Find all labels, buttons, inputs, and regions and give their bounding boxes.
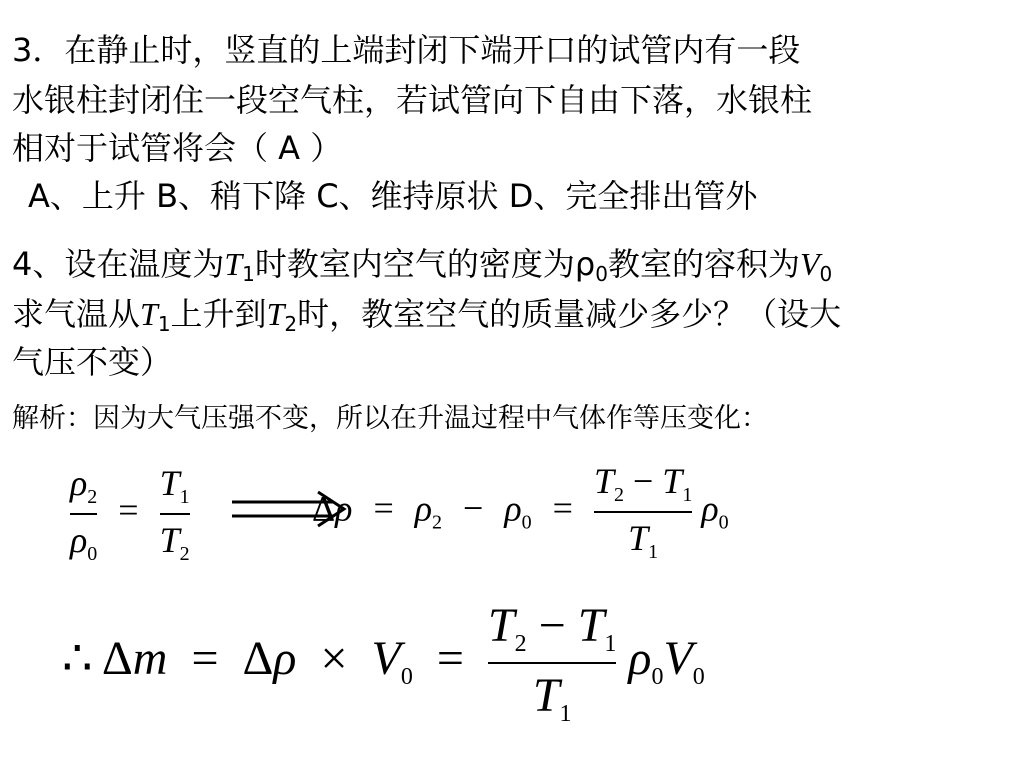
frac-delta-t: $\frac{T_2 - T_1}{T_1}$ bbox=[593, 461, 693, 563]
q4-sub-v0: 0 bbox=[819, 262, 833, 286]
q3-line-3: 相对于试管将会（ A ） bbox=[12, 129, 343, 167]
analysis-text: 解析：因为大气压强不变，所以在升温过程中气体作等压变化： bbox=[12, 403, 768, 434]
q4-sub-1: 1 bbox=[242, 262, 255, 286]
equation-delta-rho: $\Delta\rho = \rho_2 - \rho_0$ = $\frac{T_2 - T_1}{T_1}$ $\rho_0$ bbox=[312, 461, 729, 563]
q4-line-3: 气压不变） bbox=[12, 343, 173, 381]
q4-l2-c: 时，教室空气的质量减少多少？（设大 bbox=[297, 295, 842, 333]
q4-l1-b: 时教室内空气的密度为ρ bbox=[254, 245, 596, 283]
q3-line-1: 3．在静止时，竖直的上端封闭下端开口的试管内有一段 bbox=[12, 31, 801, 69]
q4-line-1 bbox=[12, 244, 832, 294]
q3-options: A、上升 B、稍下降 C、维持原状 D、完全排出管外 bbox=[28, 177, 758, 215]
q4-var-t1b: T bbox=[140, 296, 158, 332]
q4-sub-rho0: 0 bbox=[595, 262, 608, 286]
q4-l2-b: 上升到 bbox=[170, 295, 267, 333]
frac-rho: $\frac{\rho_2}{\rho_0}$ bbox=[70, 463, 98, 565]
q4-var-t2: T bbox=[266, 296, 285, 332]
equation-ratio: $\frac{\rho_2}{\rho_0}$ = $\frac{T_1}{T_2}$ bbox=[70, 463, 190, 565]
q4-var-v0: V bbox=[799, 246, 820, 282]
q4-l1-c: 教室的容积为 bbox=[607, 245, 800, 283]
q4-sub-2: 2 bbox=[284, 312, 298, 336]
q4-sub-1b: 1 bbox=[157, 312, 171, 336]
q4-l2-a: 求气温从 bbox=[12, 295, 141, 333]
equation-delta-m: ∴ $\Delta m = \Delta\rho \times V_0$ = $\frac{T_2 - T_1}{T_1}$ $\rho_0V_0$ bbox=[62, 599, 705, 727]
frac-delta-t-big: $\frac{T_2 - T_1}{T_1}$ bbox=[487, 599, 617, 727]
q4-line-2 bbox=[12, 294, 841, 344]
q4-l1-a: 4、设在温度为 bbox=[12, 245, 225, 283]
q4-var-t1: T bbox=[224, 246, 243, 282]
frac-t: $\frac{T_1}{T_2}$ bbox=[159, 463, 190, 565]
q3-line-2: 水银柱封闭住一段空气柱，若试管向下自由下落，水银柱 bbox=[12, 81, 813, 119]
